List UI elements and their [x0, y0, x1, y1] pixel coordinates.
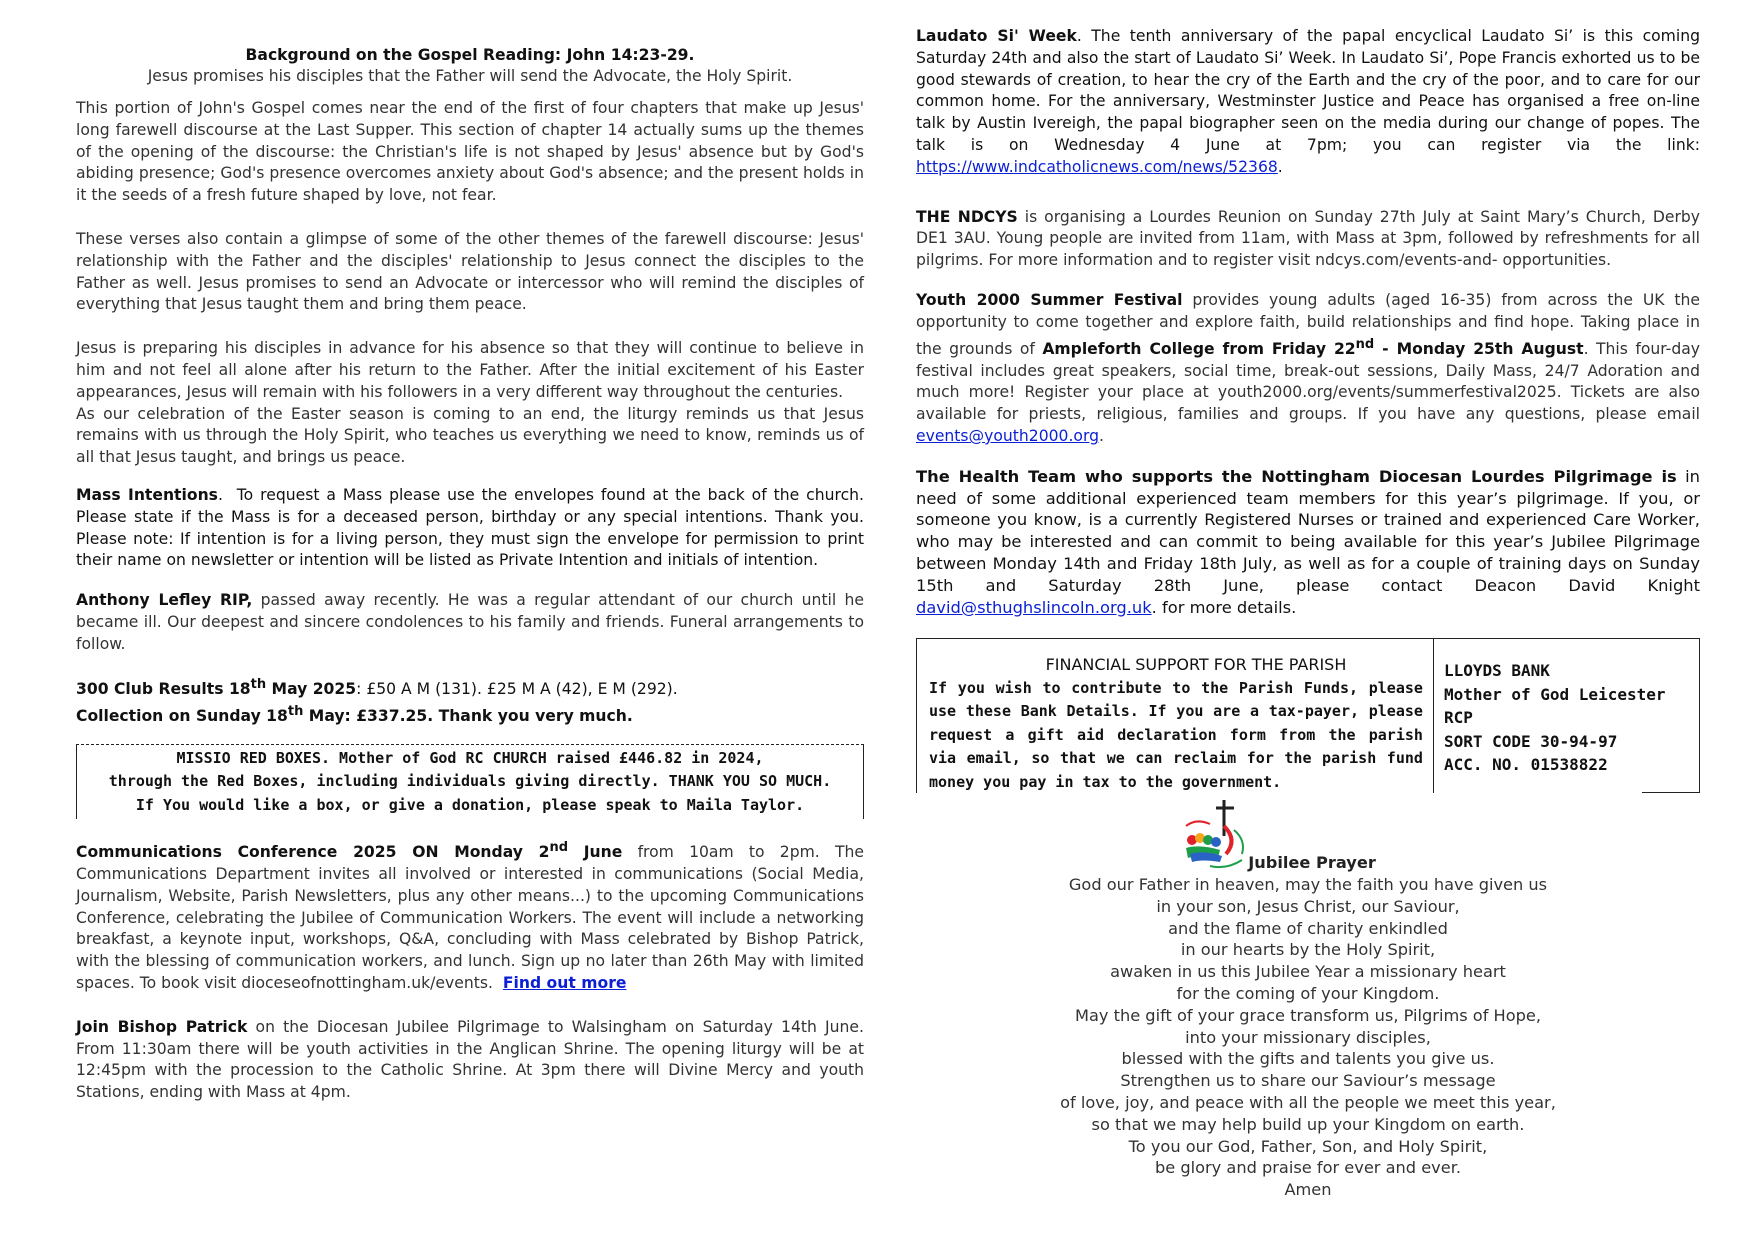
club-text: : £50 A M (131). £25 M A (42), E M (292).: [356, 679, 678, 698]
gospel-paragraph-4: As our celebration of the Easter season is coming to an end, the liturgy reminds us that Jesus remains with us through the Holy Spirit, who teaches us everything we need to know, reminds us of all that Jesus taught, and brings us peace.: [76, 404, 864, 467]
gospel-subtitle: Jesus promises his disciples that the Father will send the Advocate, the Holy Spirit.: [147, 67, 793, 85]
find-out-more-link[interactable]: Find out more: [502, 973, 627, 992]
prayer-line: so that we may help build up your Kingdom on earth.: [1091, 1114, 1525, 1134]
account-name: Mother of God Leicester RCP: [1443, 684, 1666, 728]
prayer-line: in your son, Jesus Christ, our Saviour,: [1156, 896, 1460, 916]
health-text: in need of some additional experienced team members for this year’s pilgrimage. If you, or someone you know, is a currently Registered Nurses or trained and experienced Care Worker, who may be interested and can commit to being available for this year’s Jubilee Pilgrimage between Monday 14th and Friday 18th July, as well as for a couple of training days on Sunday 15th and Saturday 28th June, please contact Deacon David Knight: [916, 466, 1700, 595]
missio-box: [76, 744, 864, 820]
gospel-title: Background on the Gospel Reading: John 14:23-29.: [245, 46, 695, 64]
bank-details: [1434, 639, 1699, 793]
youth-text-2: . This four-day festival includes great speakers, social time, break-out sessions, Daily Mass, 24/7 Adoration and much more! Register your place at youth2000.org/events/summerfestival2025. Tickets are also available for priests, religious, families and groups. If you have any questions, please email: [916, 339, 1700, 424]
gospel-paragraph-2: These verses also contain a glimpse of some of the other themes of the farewell discourse: Jesus' relationship with the Father and the disciples' relationship to Jesus connect the disciples to the Father as well. Jesus promises to send an Advocate or intercessor who will remind the disciples of everything that Jesus taught them and bring them peace.: [76, 229, 864, 314]
youth-festival: [916, 290, 1700, 448]
mass-intentions: Mass Intentions. To request a Mass please use the envelopes found at the back of the church. Please state if the Mass is for a deceased person, birthday or any special intentions. Thank you. Please note: If intention is for a living person, they must sign the envelope for permission to print their name on newsletter or intention will be listed as Private Intention and initials of intention.: [76, 485, 865, 570]
health-after: . for more details.: [1151, 597, 1297, 617]
youth2000-email-link[interactable]: events@youth2000.org: [916, 426, 1099, 445]
comms-heading: Communications Conference 2025 ON Monday 2: [76, 843, 550, 862]
jubilee-prayer-lines: [916, 874, 1700, 1201]
collection-text: May: £337.25. Thank you very much.: [303, 706, 633, 725]
anthony-text: passed away recently. He was a regular attendant of our church until he became ill. Our deepest and sincere condolences to his family and friends. Funeral arrangements to follow.: [76, 591, 864, 653]
jubilee-prayer-title: Jubilee Prayer: [1248, 853, 1376, 872]
prayer-line: May the gift of your grace transform us, Pilgrims of Hope,: [1074, 1005, 1541, 1025]
bishop-pilgrimage: [76, 1017, 864, 1104]
club-results: [76, 674, 864, 701]
prayer-line: be glory and praise for ever and ever.: [1154, 1158, 1462, 1178]
gospel-paragraph-1: This portion of John's Gospel comes near the end of the first of four chapters that make up Jesus' long farewell discourse at the Last Supper. This section of chapter 14 actually sums up the themes of the opening of the discourse: the Christian's life is not shaped by Jesus' absence but by God's abiding presence; God's presence overcomes anxiety about God's absence; and the present holds in it the seeds of a fresh future shaped by love, not fear.: [76, 99, 864, 205]
prayer-line: into your missionary disciples,: [1185, 1027, 1431, 1047]
ndcys-heading: THE NDCYS: [916, 207, 1018, 226]
collection-sup: th: [287, 703, 304, 719]
youth-bold: Ampleforth College from Friday 22: [1042, 339, 1356, 358]
comms-text: from 10am to 2pm. The Communications Department invites all involved or interested in communications (Social Media, Journalism, Website, Parish Newsletters, plus any other means...) to the upcoming Communications Conference, celebrating the Jubilee of Communication Workers. The event will include a networking breakfast, a keynote input, workshops, Q&A, concluding with Mass celebrated by Bishop Patrick, with the blessing of communication workers, and lunch. Sign up no later than 26th May with limited spaces. To book visit dioceseofnottingham.uk/events.: [76, 843, 864, 992]
youth-text-1: provides young adults (aged 16-35) from across the UK the opportunity to come together and explore faith, build relationships and find hope. Taking place in the grounds of: [916, 290, 1700, 358]
prayer-line: in our hearts by the Holy Spirit,: [1180, 940, 1436, 960]
youth-bold-end: - Monday 25th August: [1374, 339, 1584, 358]
ndcys-text: is organising a Lourdes Reunion on Sunday 27th July at Saint Mary’s Church, Derby DE1 3AU. Young people are invited from 11am, with Mass at 3pm, followed by refreshments for all pilgrims. For more information and to register visit ndcys.com/events-and- opportunities.: [916, 207, 1700, 270]
club-label: 300 Club Results 18: [76, 679, 251, 698]
youth-after: .: [1099, 426, 1104, 445]
ndcys-notice: [916, 207, 1700, 272]
prayer-line: To you our God, Father, Son, and Holy Spirit,: [1128, 1136, 1488, 1156]
prayer-line: awaken in us this Jubilee Year a missionary heart: [1110, 962, 1506, 982]
jubilee-prayer: [916, 852, 1700, 1201]
comms-conference: [76, 837, 864, 995]
prayer-line: for the coming of your Kingdom.: [1176, 983, 1440, 1003]
anthony-notice: [76, 590, 864, 655]
financial-support-text: [917, 639, 1434, 793]
gospel-paragraph-3: Jesus is preparing his disciples in advance for his absence so that they will continue to believe in him and not feel all alone after his return to the Father. After the initial excitement of his Easter appearances, Jesus will remain with his followers in a very different way throughout the centuries.: [76, 339, 864, 401]
prayer-line: God our Father in heaven, may the faith you have given us: [1068, 875, 1548, 894]
missio-line-2: through the Red Boxes, including individuals giving directly. THANK YOU SO MUCH.: [108, 772, 832, 790]
left-column: [76, 28, 864, 1104]
missio-line-1: MISSIO RED BOXES. Mother of God RC CHURCH raised £446.82 in 2024,: [176, 748, 764, 767]
anthony-heading: Anthony Lefley RIP,: [76, 591, 253, 610]
laudato-heading: Laudato Si' Week: [916, 27, 1077, 45]
mass-intentions-heading: Mass Intentions: [76, 485, 218, 504]
laudato-after: .: [1277, 157, 1283, 176]
club-sup: th: [250, 676, 267, 692]
financial-support-box: [916, 638, 1700, 793]
comms-sup: nd: [549, 840, 569, 855]
youth-heading: Youth 2000 Summer Festival: [916, 290, 1183, 309]
right-column: [916, 26, 1700, 793]
mass-intentions-text: To request a Mass please use the envelopes found at the back of the church. Please state if the Mass is for a deceased person, birthday or any special intentions. Thank you. Please note: If intention is for a living person, they must sign the envelope for permission to print their name on newsletter or intention will be listed as Private Intention and initials of intention.: [76, 485, 865, 570]
bishop-heading: Join Bishop Patrick: [76, 1017, 248, 1036]
account-number: ACC. NO. 01538822: [1443, 755, 1608, 775]
laudato-text: . The tenth anniversary of the papal encyclical Laudato Si’ is this coming Saturday 24th and also the start of Laudato Si’ Week. In Laudato Si’, Pope Francis exhorted us to be good stewards of creation, to hear the cry of the Earth and the cry of the poor, and to care for our common home. For the anniversary, Westminster Justice and Peace has organised a free on-line talk by Austin Ivereigh, the papal biographer seen on the media during our change of popes. The talk is on Wednesday 4 June at 7pm; you can register via the link:: [916, 27, 1700, 154]
prayer-line: blessed with the gifts and talents you give us.: [1121, 1049, 1495, 1069]
prayer-line: Amen: [1284, 1180, 1332, 1200]
box-underline: [1642, 792, 1700, 793]
comms-heading-month: June: [568, 843, 623, 862]
club-label-date: May 2025: [266, 679, 357, 698]
deacon-email-link[interactable]: david@sthughslincoln.org.uk: [916, 597, 1152, 617]
prayer-line: of love, joy, and peace with all the people we meet this year,: [1060, 1092, 1556, 1112]
indcatholicnews-link[interactable]: https://www.indcatholicnews.com/news/52368: [916, 157, 1278, 176]
laudato-si: [916, 26, 1700, 179]
bishop-text: on the Diocesan Jubilee Pilgrimage to Walsingham on Saturday 14th June. From 11:30am there will be youth activities in the Anglican Shrine. The opening liturgy will be at 12:45pm with the procession to the Catholic Shrine. At 3pm there will Divine Mercy and youth Stations, ending with Mass at 4pm.: [76, 1017, 864, 1102]
bank-name: LLOYDS BANK: [1443, 661, 1550, 681]
financial-body: If you wish to contribute to the Parish Funds, please use these Bank Details. If you are a tax-payer, please request a gift aid declaration form from the parish via email, so that we can reclaim for the parish fund money you pay in tax to the government.: [929, 678, 1423, 791]
collection: [76, 701, 864, 728]
collection-label: Collection on Sunday 18: [76, 706, 288, 725]
prayer-line: Strengthen us to share our Saviour’s message: [1120, 1071, 1496, 1091]
missio-line-3: If You would like a box, or give a donation, please speak to Maila Taylor.: [135, 795, 805, 814]
sort-code: SORT CODE 30-94-97: [1443, 731, 1618, 751]
financial-heading: FINANCIAL SUPPORT FOR THE PARISH: [1045, 655, 1347, 675]
prayer-line: and the flame of charity enkindled: [1168, 918, 1448, 938]
youth-sup: nd: [1355, 336, 1375, 352]
health-heading: The Health Team who supports the Nottingham Diocesan Lourdes Pilgrimage is: [916, 466, 1677, 486]
health-team: [916, 466, 1700, 619]
